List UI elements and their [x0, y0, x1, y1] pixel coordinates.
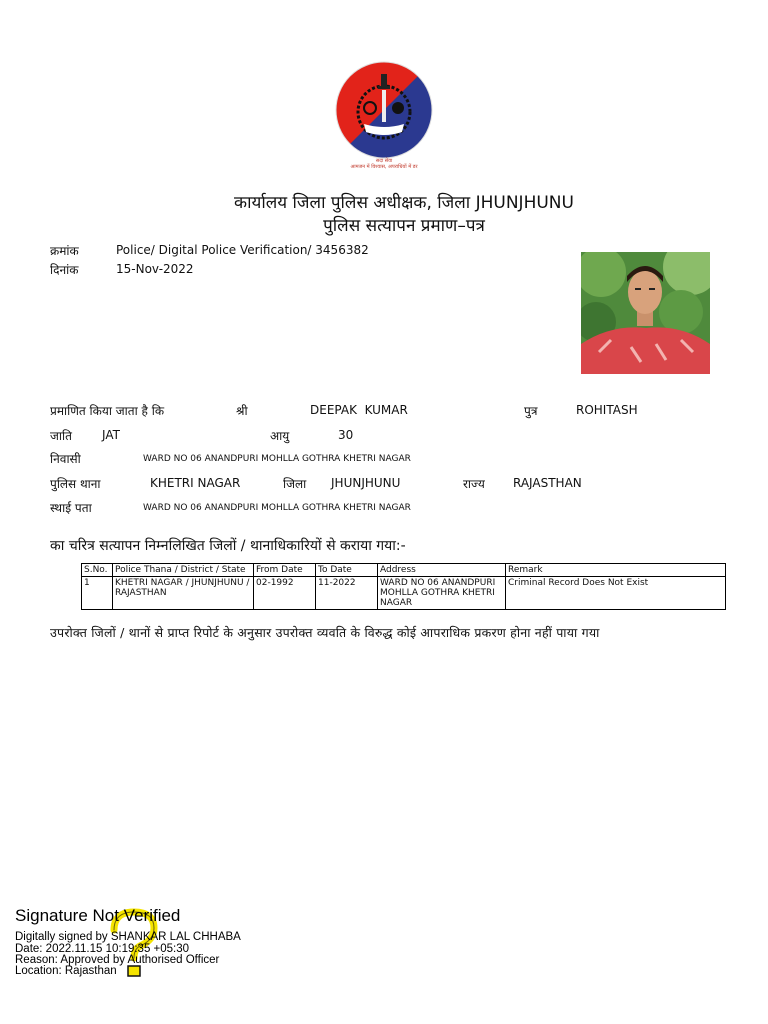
- column-header: S.No.: [82, 564, 113, 577]
- column-header: Remark: [506, 564, 726, 577]
- resident-label: निवासी: [50, 452, 81, 466]
- reference-number-label: क्रमांक: [50, 244, 79, 258]
- logo-caption-top: सदा सेवा: [375, 158, 393, 164]
- son-of-label: पुत्र: [524, 404, 538, 418]
- signature-date: Date: 2022.11.15 10:19:35 +05:30: [15, 943, 190, 955]
- logo-caption-motto: आमजन में विश्वास, अपराधियों में डर: [350, 164, 418, 170]
- district-value: JHUNJHUNU: [331, 476, 401, 490]
- signature-status: Signature Not Verified: [15, 906, 181, 925]
- table-header-row: [82, 564, 726, 577]
- state-label: राज्य: [463, 477, 485, 491]
- district-label: जिला: [283, 477, 307, 491]
- certificate-title: पुलिस सत्यापन प्रमाण–पत्र: [323, 216, 485, 236]
- applicant-name: DEEPAK KUMAR: [310, 403, 408, 417]
- cell-thana: KHETRI NAGAR / JHUNJHUNU / RAJASTHAN: [113, 577, 254, 610]
- cell-address: WARD NO 06 ANANDPURI MOHLLA GOTHRA KHETRI NAGAR: [378, 577, 506, 610]
- signature-location: Location: Rajasthan: [15, 965, 117, 977]
- date-value: 15-Nov-2022: [116, 262, 194, 276]
- column-header: Address: [378, 564, 506, 577]
- conclusion-text: उपरोक्त जिलों / थानों से प्राप्त रिपोर्ट के अनुसार उपरोक्त व्यवति के विरुद्ध कोई आपराधिक प्रकरण होना नहीं पाया गया: [50, 625, 600, 640]
- office-title: कार्यालय जिला पुलिस अधीक्षक, जिला JHUNJHUNU: [234, 193, 574, 213]
- police-station-label: पुलिस थाना: [50, 477, 101, 491]
- cell-to-date: 11-2022: [316, 577, 378, 610]
- column-header: To Date: [316, 564, 378, 577]
- certify-label: प्रमाणित किया जाता है कि: [50, 404, 165, 418]
- signature-reason: Reason: Approved by Authorised Officer: [15, 954, 220, 966]
- reference-number-value: Police/ Digital Police Verification/ 3456382: [116, 243, 369, 257]
- age-label: आयु: [270, 429, 290, 443]
- father-name: ROHITASH: [576, 403, 638, 417]
- verification-table: [81, 563, 726, 610]
- state-value: RAJASTHAN: [513, 476, 582, 490]
- verification-intro: का चरित्र सत्यापन निम्नलिखित जिलों / थानाधिकारियों से कराया गया:-: [50, 538, 406, 554]
- police-station-value: KHETRI NAGAR: [150, 476, 241, 490]
- date-label: दिनांक: [50, 263, 79, 277]
- permanent-address-label: स्थाई पता: [50, 501, 92, 515]
- caste-value: JAT: [102, 428, 120, 442]
- logo-caption: [320, 158, 448, 170]
- table-row: [82, 577, 726, 610]
- age-value: 30: [338, 428, 354, 442]
- column-header: From Date: [254, 564, 316, 577]
- permanent-address: WARD NO 06 ANANDPURI MOHLLA GOTHRA KHETRI NAGAR: [143, 503, 411, 513]
- caste-label: जाति: [50, 429, 72, 443]
- signature-signed-by: Digitally signed by SHANKAR LAL CHHABA: [15, 931, 241, 943]
- cell-remark: Criminal Record Does Not Exist: [506, 577, 726, 610]
- applicant-photo: [581, 252, 710, 374]
- cell-sno: 1: [82, 577, 113, 610]
- rajasthan-police-emblem-icon: [334, 60, 434, 160]
- shri-label: श्री: [236, 404, 248, 418]
- cell-from-date: 02-1992: [254, 577, 316, 610]
- column-header: Police Thana / District / State: [113, 564, 254, 577]
- resident-address: WARD NO 06 ANANDPURI MOHLLA GOTHRA KHETRI NAGAR: [143, 454, 411, 464]
